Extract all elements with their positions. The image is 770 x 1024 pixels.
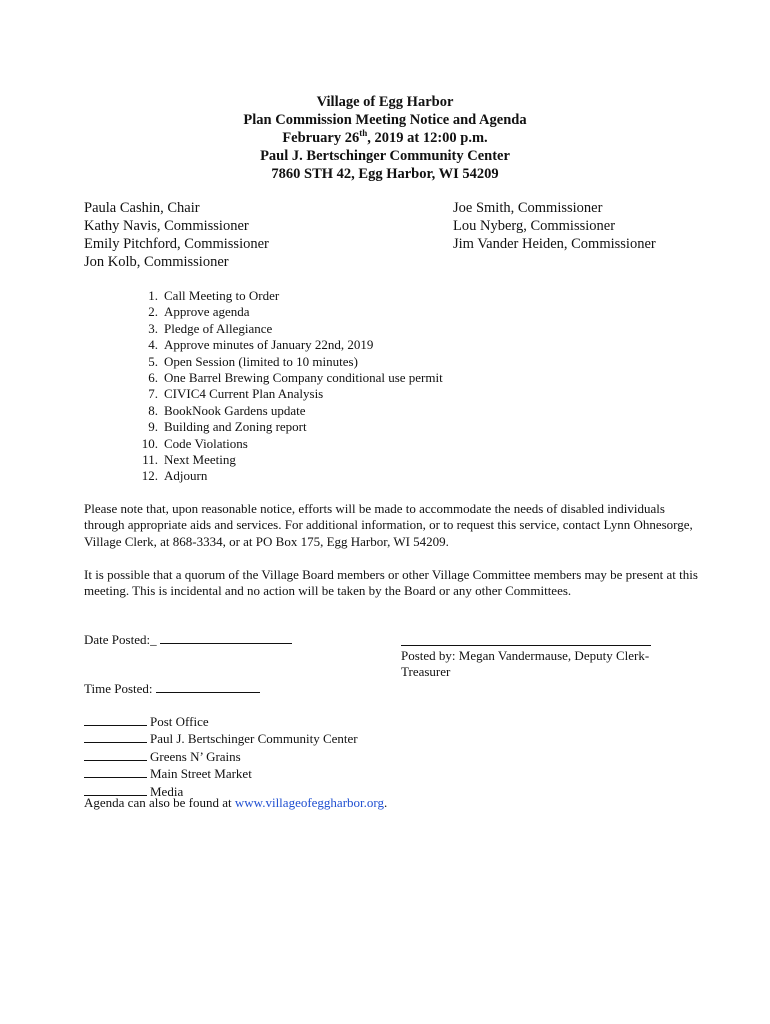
location-item: Greens N’ Grains [84, 748, 358, 765]
member: Emily Pitchford, Commissioner [84, 236, 269, 252]
member: Lou Nyberg, Commissioner [453, 218, 616, 234]
members-left-column [84, 199, 269, 271]
agenda-item: 6. One Barrel Brewing Company conditional use permit [148, 370, 443, 386]
location-item: Post Office [84, 713, 358, 730]
header-address: 7860 STH 42, Egg Harbor, WI 54209 [271, 166, 499, 182]
signature-line [401, 645, 651, 646]
check-line [84, 765, 147, 778]
member: Jon Kolb, Commissioner [84, 254, 229, 270]
location-item: Paul J. Bertschinger Community Center [84, 730, 358, 747]
time-blank-line [156, 680, 260, 693]
member: Joe Smith, Commissioner [453, 200, 603, 216]
member: Jim Vander Heiden, Commissioner [453, 236, 656, 252]
agenda-item: 11. Next Meeting [142, 452, 236, 468]
check-line [84, 748, 147, 761]
header-location: Paul J. Bertschinger Community Center [260, 148, 510, 164]
header-village: Village of Egg Harbor [316, 94, 454, 110]
posted-by: Posted by: Megan Vandermause, Deputy Clerk-Treasurer [401, 648, 650, 680]
agenda-item: 2. Approve agenda [148, 304, 250, 320]
header-title: Plan Commission Meeting Notice and Agenda [243, 112, 527, 128]
posting-locations [84, 713, 358, 800]
header-date: February 26th, 2019 at 12:00 p.m. [282, 128, 488, 146]
agenda-list [132, 288, 443, 485]
member: Paula Cashin, Chair [84, 200, 200, 216]
agenda-item: 1. Call Meeting to Order [148, 288, 280, 303]
accessibility-notice: Please note that, upon reasonable notice, efforts will be made to accommodate the needs of disabled individuals through appropriate aids and services. For additional information, or to request this service, contact Lynn Ohnesorge, Village Clerk, at 868-3334, or at PO Box 175, Egg Harbor, WI 54209. [84, 501, 693, 549]
date-posted: Date Posted:_ [84, 631, 295, 648]
agenda-item: 12. Adjourn [141, 468, 208, 484]
agenda-item: 7. CIVIC4 Current Plan Analysis [148, 386, 324, 402]
quorum-notice: It is possible that a quorum of the Village Board members or other Village Committee members may be present at this meeting. This is incidental and no action will be taken by the Board or any other Committees. [84, 567, 698, 599]
location-item: Media [84, 783, 358, 800]
agenda-item: 8. BookNook Gardens update [148, 402, 306, 418]
location-item: Main Street Market [84, 765, 358, 782]
agenda-item: 10. Code Violations [141, 435, 248, 451]
check-line [84, 783, 147, 796]
agenda-item: 3. Pledge of Allegiance [148, 320, 273, 336]
agenda-item: 9. Building and Zoning report [148, 419, 307, 435]
village-website-link[interactable]: www.villageofeggharbor.org [234, 795, 384, 810]
agenda-item: 5. Open Session (limited to 10 minutes) [148, 353, 358, 369]
member: Kathy Navis, Commissioner [84, 218, 249, 234]
date-blank-line [160, 631, 292, 644]
check-line [84, 730, 147, 743]
document-header [0, 93, 770, 183]
time-posted: Time Posted: [84, 680, 263, 697]
check-line [84, 713, 147, 726]
members-right-column [453, 199, 656, 253]
agenda-website-note: Agenda can also be found at www.villageofeggharbor.org. [84, 795, 388, 810]
agenda-item: 4. Approve minutes of January 22nd, 2019 [148, 337, 374, 353]
